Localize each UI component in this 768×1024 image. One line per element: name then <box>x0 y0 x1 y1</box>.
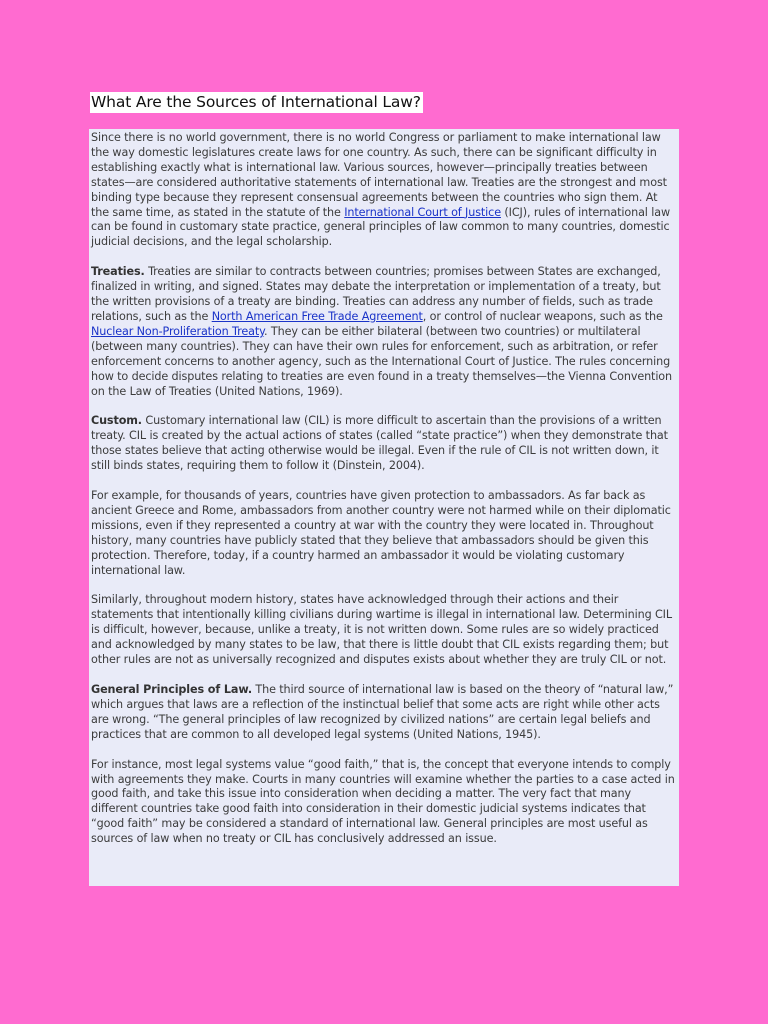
section-heading: General Principles of Law. <box>91 683 252 696</box>
article-body <box>89 129 679 886</box>
page-title: What Are the Sources of International Law? <box>91 93 421 111</box>
inline-link[interactable]: Nuclear Non-Proliferation Treaty <box>91 324 265 338</box>
paragraph <box>91 414 677 474</box>
paragraph <box>91 758 677 847</box>
paragraph-text: Customary international law (CIL) is more difficult to ascertain than the provisions of a written treaty. CIL is created by the actual actions of states (called “state practice”) when they demonstrate that those states believe that acting otherwise would be illegal. Even if the rule of CIL is not written down, it still binds states, requiring them to follow it (Dinstein, 2004). <box>91 414 668 473</box>
paragraph-text: For instance, most legal systems value “good faith,” that is, the concept that everyone intends to comply with agreements they make. Courts in many countries will examine whether the parties to a case acted in good faith, and take this issue into consideration when deciding a matter. The very fact that many different countries take good faith into consideration in their domestic judicial systems indicates that “good faith” may be considered a standard of international law. General principles are most useful as sources of law when no treaty or CIL has conclusively addressed an issue. <box>91 757 675 846</box>
paragraph-text: For example, for thousands of years, countries have given protection to ambassadors. As far back as ancient Greece and Rome, ambassadors from another country were not harmed while on their diplomatic missions, even if they represented a country at war with the country they were located in. Throughout history, many countries have publicly stated that they believe that ambassadors should be given this protection. Therefore, today, if a country harmed an ambassador it would be violating customary international law. <box>91 489 671 577</box>
paragraph <box>91 683 677 743</box>
paragraph-text: , or control of nuclear weapons, such as the <box>422 309 663 323</box>
paragraph-text: Similarly, throughout modern history, states have acknowledged through their actions and their statements that intentionally killing civilians during wartime is illegal in international law. Determining CIL is difficult, however, because, unlike a treaty, it is not written down. Some rules are so widely practiced and acknowledged by many states to be law, that there is little doubt that CIL exists regarding them; but other rules are not as universally recognized and disputes exists about whether they are truly CIL or not. <box>91 593 672 667</box>
paragraph-text: . They can be either bilateral (between two countries) or multilateral (between many countries). They can have their own rules for enforcement, such as arbitration, or refer enforcement concerns to another agency, such as the International Court of Justice. The rules concerning how to decide disputes relating to treaties are even found in a treaty themselves—the Vienna Convention on the Law of Treaties (United Nations, 1969). <box>91 324 672 398</box>
paragraph-text: Treaties are similar to contracts between countries; promises between States are exchanged, finalized in writing, and signed. States may debate the interpretation or implementation of a treaty, but the written provisions of a treaty are binding. Treaties can address any number of fields, such as trade relations, such as the <box>91 265 661 323</box>
title-box <box>90 92 423 113</box>
paragraph <box>91 265 677 399</box>
inline-link[interactable]: International Court of Justice <box>344 205 501 219</box>
paragraph-text: (ICJ), rules of international law can be found in customary state practice, general principles of law common to many countries, domestic judicial decisions, and the legal scholarship. <box>91 205 670 249</box>
section-heading: Treaties. <box>91 265 145 279</box>
inline-link[interactable]: North American Free Trade Agreement <box>211 309 423 323</box>
paragraph-text: The third source of international law is based on the theory of “natural law,” which argues that laws are a reflection of the instinctual belief that some acts are right while other acts are wrong. “The general principles of law recognized by civilized nations” are certain legal beliefs and practices that are common to all developed legal systems (United Nations, 1945). <box>91 683 674 741</box>
paragraph <box>91 131 677 250</box>
section-heading: Custom. <box>91 414 142 428</box>
paragraph <box>91 593 677 668</box>
paragraph <box>91 489 677 578</box>
paragraph-text: Since there is no world government, there is no world Congress or parliament to make international law the way domestic legislatures create laws for one country. As such, there can be significant difficulty in establishing exactly what is international law. Various sources, however—principally treaties between states—are considered authoritative statements of international law. Treaties are the strongest and most binding type because they represent consensual agreements between the countries who sign them. At the same time, as stated in the statute of the <box>91 131 667 219</box>
